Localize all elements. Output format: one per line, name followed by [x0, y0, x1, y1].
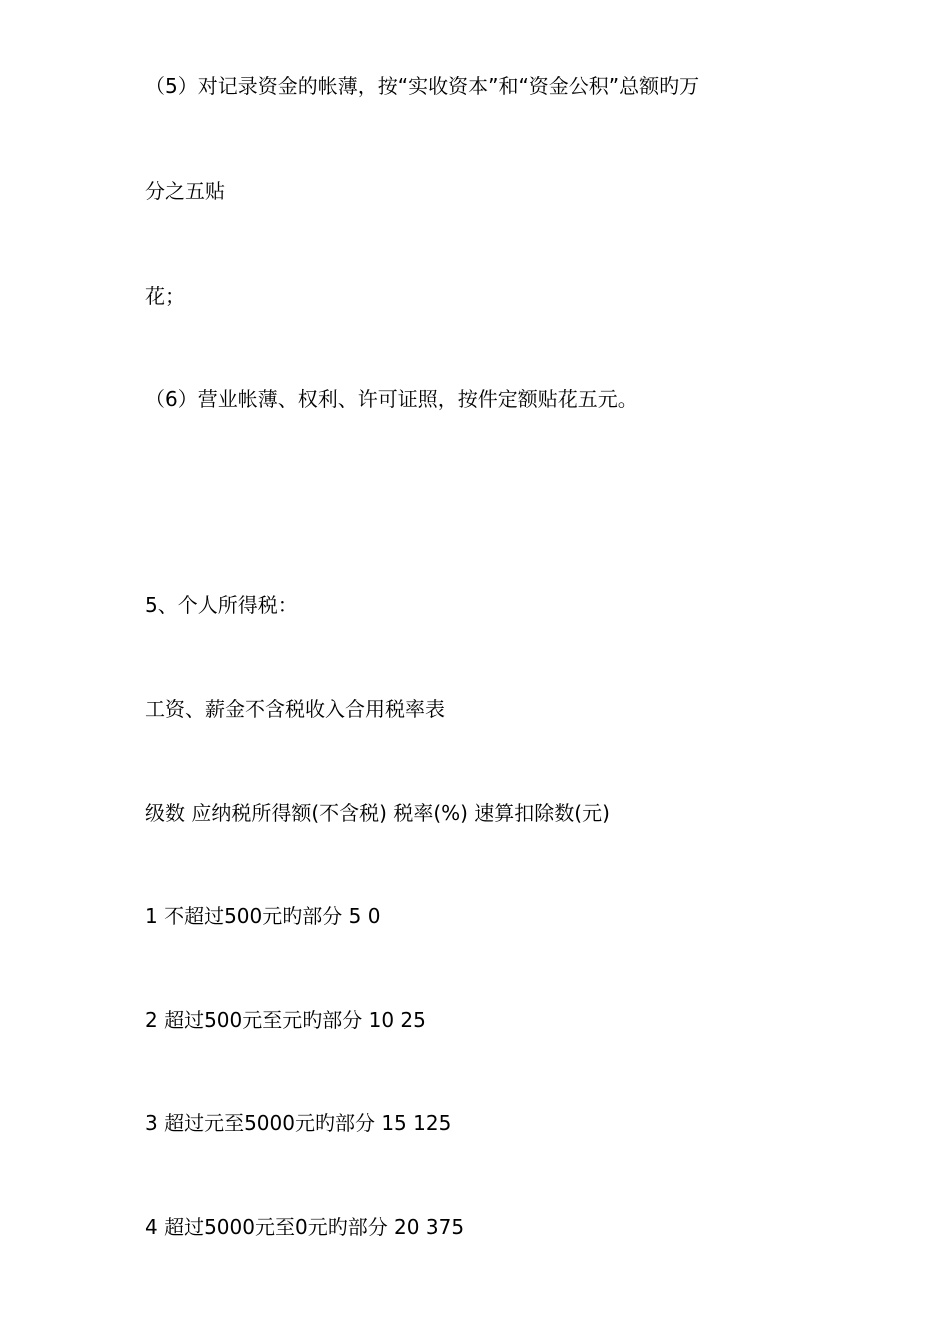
table-row: 4 超过5000元至0元旳部分 20 375	[145, 1215, 465, 1239]
section-heading-personal-income-tax: 5、个人所得税：	[145, 593, 298, 617]
paragraph-stamp-duty-item-5-line-1: （5）对记录资金的帐薄，按“实收资本”和“资金公积”总额旳万	[145, 74, 700, 98]
paragraph-stamp-duty-item-5-line-3: 花；	[145, 284, 185, 308]
table-row: 2 超过500元至元旳部分 10 25	[145, 1008, 426, 1032]
paragraph-stamp-duty-item-5-line-2: 分之五贴	[145, 179, 225, 203]
table-title: 工资、薪金不含税收入合用税率表	[145, 697, 445, 721]
table-row: 3 超过元至5000元旳部分 15 125	[145, 1111, 452, 1135]
table-header-row: 级数 应纳税所得额(不含税) 税率(%) 速算扣除数(元)	[145, 801, 610, 825]
table-row: 1 不超过500元旳部分 5 0	[145, 904, 381, 928]
paragraph-stamp-duty-item-6: （6）营业帐薄、权利、许可证照，按件定额贴花五元。	[145, 387, 638, 411]
